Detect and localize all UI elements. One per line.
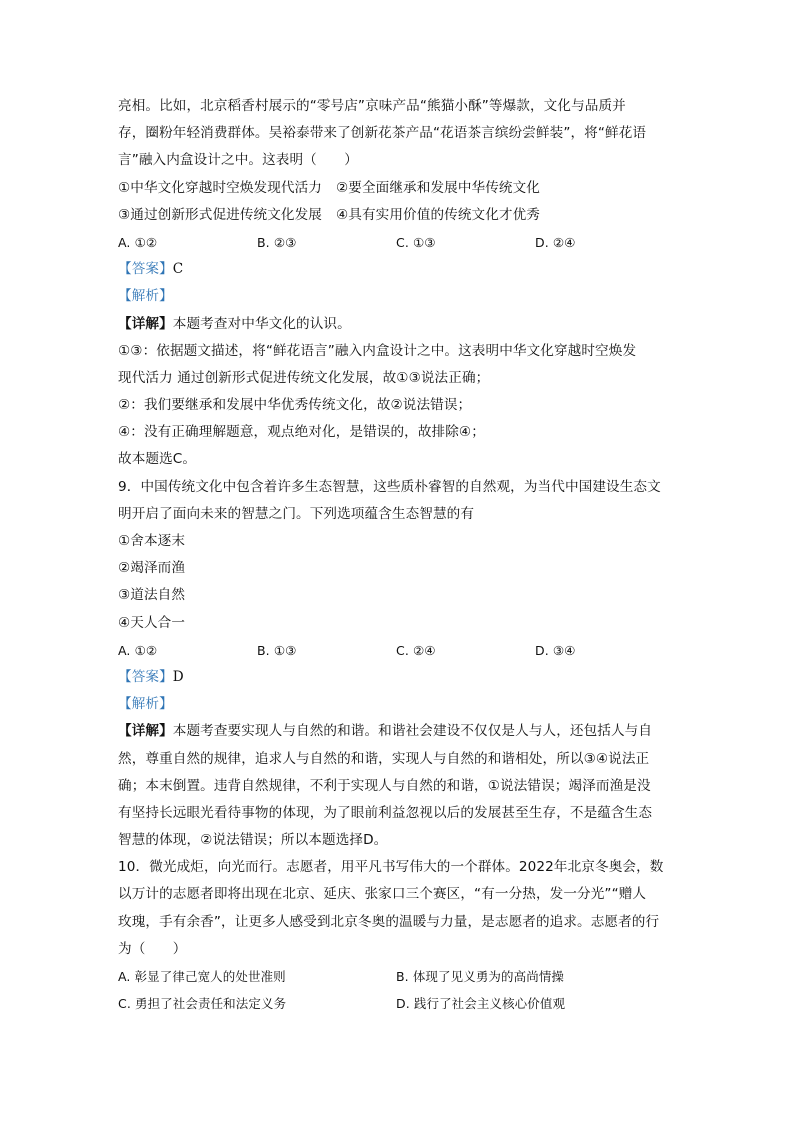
question-9-stem: [118, 474, 674, 528]
choice-options: [118, 963, 674, 990]
option-b: B. ①③: [257, 642, 297, 658]
option-d: D. 践行了社会主义核心价值观: [396, 996, 566, 1012]
document-page: [118, 93, 674, 1017]
detail-text: 本题考查对中华文化的认识。: [172, 315, 351, 332]
option-c: C. 勇担了社会责任和法定义务: [118, 996, 287, 1012]
answer-label: 【答案】: [118, 668, 173, 685]
stem-line: 亮相。比如，北京稻香村展示的“零号店”京味产品“熊猫小酥”等爆款，文化与品质并: [118, 98, 626, 114]
detail-label: 【详解】: [118, 723, 173, 740]
statement: ①舍本逐末: [118, 533, 186, 549]
option-a: A. ①②: [118, 642, 158, 658]
answer-row: [118, 664, 674, 691]
answer-value: D: [172, 668, 184, 685]
answer-row: [118, 256, 674, 283]
stem-line: 10．微光成炬，向光而行。志愿者，用平凡书写伟大的一个群体。2022年北京冬奥会，数: [118, 859, 664, 876]
question-10-stem: [118, 854, 674, 963]
detail-line: 然，尊重自然的规律，追求人与自然的和谐，实现人与自然的和谐相处，所以③④说法正: [118, 750, 650, 767]
answer-value: C: [172, 261, 184, 278]
statement: ④天人合一: [118, 614, 186, 631]
analysis-row: [118, 691, 674, 718]
choice-options: [118, 637, 674, 664]
option-a: A. 彰显了律己宽人的处世准则: [118, 969, 286, 984]
option-d: D. ②④: [535, 234, 576, 250]
detail-line: 故本题选C。: [118, 451, 197, 468]
detail-line: 智慧的体现，②说法错误；所以本题选择D。: [118, 832, 388, 849]
option-c: C. ①③: [396, 234, 436, 250]
statement: ①中华文化穿越时空焕发现代活力: [118, 179, 322, 196]
statement: ③道法自然: [118, 587, 186, 604]
option-a: A. ①②: [118, 234, 158, 250]
stem-line: 9．中国传统文化中包含着许多生态智慧，这些质朴睿智的自然观，为当代中国建设生态文: [118, 478, 661, 495]
statement: ②要全面继承和发展中华传统文化: [336, 179, 540, 196]
choice-options: [118, 229, 674, 256]
detail-text: 本题考查要实现人与自然的和谐。和谐社会建设不仅仅是人与人，还包括人与自: [172, 723, 653, 740]
option-b: B. ②③: [257, 234, 297, 250]
detail-line: 确；本末倒置。违背自然规律，不利于实现人与自然的和谐，①说法错误；竭泽而渔是没: [118, 777, 651, 794]
option-c: C. ②④: [396, 642, 436, 658]
stem-line: 存，圈粉年轻消费群体。吴裕泰带来了创新花茶产品“花语茶言缤纷尝鲜装”，将“鲜花语: [118, 125, 647, 142]
stem-line: 明开启了面向未来的智慧之门。下列选项蕴含生态智慧的有: [118, 505, 475, 522]
option-d: D. ③④: [535, 642, 576, 658]
detail-row: [118, 311, 674, 338]
detail-row: [118, 718, 674, 745]
statement: ③通过创新形式促进传统文化发展: [118, 206, 322, 223]
stem-line: 玫瑰，手有余香”，让更多人感受到北京冬奥的温暖与力量，是志愿者的追求。志愿者的行: [118, 913, 660, 930]
detail-line: ④：没有正确理解题意，观点绝对化，是错误的，故排除④；: [118, 424, 485, 441]
analysis-label: 【解析】: [118, 288, 173, 305]
detail-line: 有坚持长远眼光看待事物的体现，为了眼前利益忽视以后的发展甚至生存，不是蕴含生态: [118, 804, 653, 821]
statement-row: [118, 202, 674, 229]
question-8-stem: [118, 93, 674, 175]
answer-label: 【答案】: [118, 261, 173, 278]
detail-line: 现代活力 通过创新形式促进传统文化发展，故①③说法正确；: [118, 369, 490, 386]
statement-row: [118, 175, 674, 202]
stem-line: 为（ ）: [118, 940, 187, 957]
option-b: B. 体现了见义勇为的高尚情操: [396, 969, 565, 984]
statement: ④具有实用价值的传统文化才优秀: [336, 206, 540, 223]
analysis-row: [118, 283, 674, 310]
detail-line: ①③：依据题文描述，将“鲜花语言”融入内盒设计之中。这表明中华文化穿越时空焕发: [118, 342, 637, 359]
statement: ②竭泽而渔: [118, 560, 186, 577]
choice-options: [118, 990, 674, 1017]
detail-label: 【详解】: [118, 315, 173, 332]
stem-line: 以万计的志愿者即将出现在北京、延庆、张家口三个赛区，“有一分热，发一分光”“赠人: [118, 886, 647, 903]
stem-line: 言”融入内盒设计之中。这表明（ ）: [118, 152, 358, 169]
detail-line: ②：我们要继承和发展中华优秀传统文化，故②说法错误；: [118, 397, 472, 414]
analysis-label: 【解析】: [118, 696, 173, 713]
